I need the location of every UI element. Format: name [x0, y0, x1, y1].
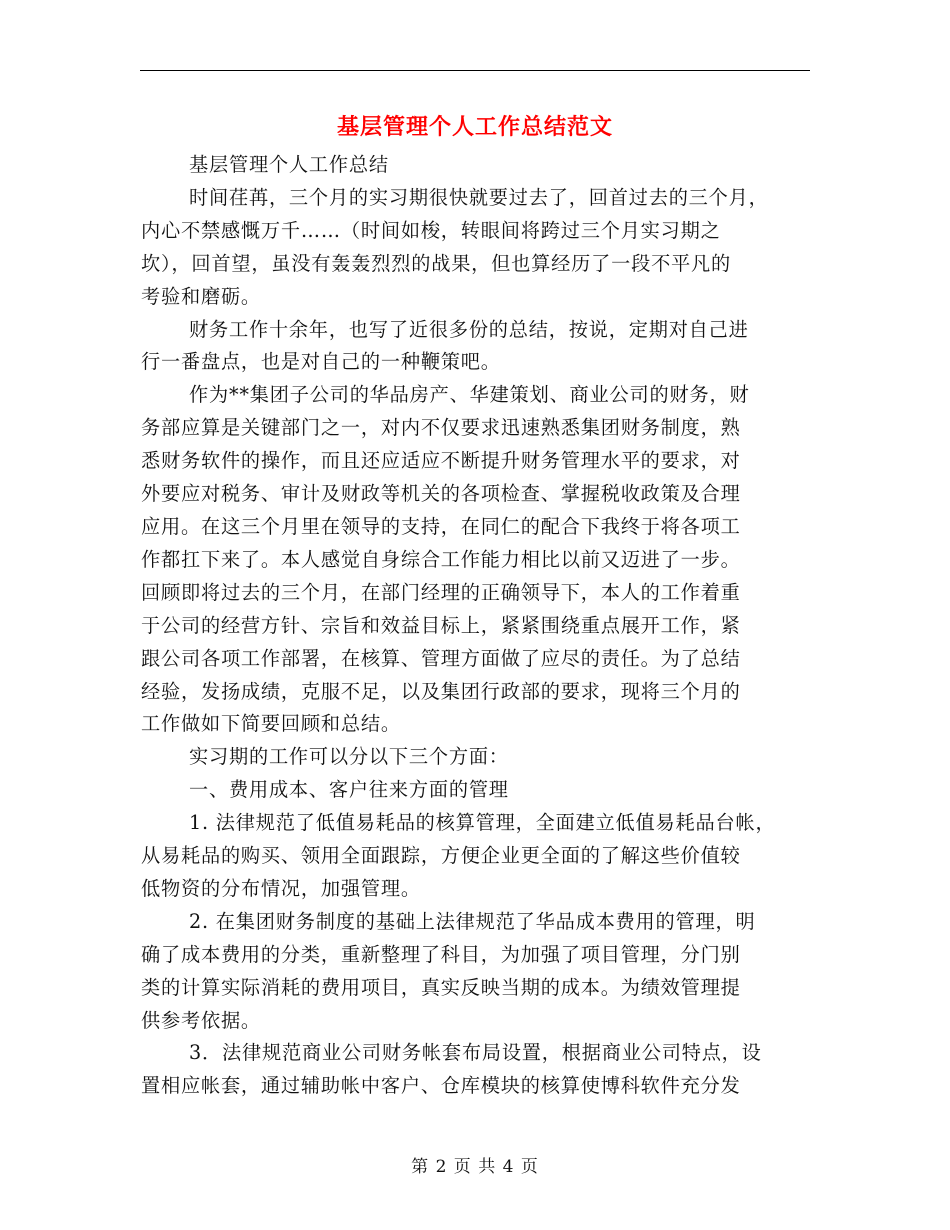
text-line: 务部应算是关键部门之一，对内不仅要求迅速熟悉集团财务制度，熟 [141, 416, 741, 440]
text-line: 确了成本费用的分类，重新整理了科目，为加强了项目管理，分门别 [141, 942, 741, 966]
text-line: 2. 在集团财务制度的基础上法律规范了华品成本费用的管理，明 [189, 909, 756, 933]
text-line: 置相应帐套，通过辅助帐中客户、仓库模块的核算使博科软件充分发 [141, 1074, 741, 1098]
text-line: 3．法律规范商业公司财务帐套布局设置，根据商业公司特点，设 [189, 1041, 762, 1065]
text-line: 实习期的工作可以分以下三个方面： [189, 745, 509, 769]
text-line: 坎），回首望，虽没有轰轰烈烈的战果，但也算经历了一段不平凡的 [141, 251, 732, 275]
document-title: 基层管理个人工作总结范文 [336, 114, 613, 140]
text-line: 考验和磨砺。 [141, 284, 261, 308]
text-line: 行一番盘点，也是对自己的一种鞭策吧。 [141, 350, 501, 374]
header-rule [140, 70, 810, 71]
text-line: 一、费用成本、客户往来方面的管理 [189, 778, 509, 802]
text-line: 经验，发扬成绩，克服不足，以及集团行政部的要求，现将三个月的 [141, 679, 741, 703]
text-line: 1. 法律规范了低值易耗品的核算管理，全面建立低值易耗品台帐， [189, 811, 776, 835]
document-body [141, 149, 821, 1103]
text-line: 工作做如下简要回顾和总结。 [141, 712, 401, 736]
text-line: 基层管理个人工作总结 [189, 153, 389, 176]
text-line: 于公司的经营方针、宗旨和效益目标上，紧紧围绕重点展开工作，紧 [141, 613, 741, 637]
text-line: 外要应对税务、审计及财政等机关的各项检查、掌握税收政策及合理 [141, 482, 741, 506]
text-line: 回顾即将过去的三个月，在部门经理的正确领导下，本人的工作着重 [141, 580, 741, 604]
text-line: 内心不禁感慨万千……（时间如梭，转眼间将跨过三个月实习期之 [141, 218, 721, 242]
text-line: 类的计算实际消耗的费用项目，真实反映当期的成本。为绩效管理提 [141, 975, 741, 999]
text-line: 悉财务软件的操作，而且还应适应不断提升财务管理水平的要求，对 [141, 449, 741, 473]
text-line: 应用。在这三个月里在领导的支持，在同仁的配合下我终于将各项工 [141, 514, 741, 538]
text-line: 供参考依据。 [141, 1008, 261, 1032]
text-line: 时间荏苒，三个月的实习期很快就要过去了，回首过去的三个月， [189, 185, 769, 209]
text-line: 低物资的分布情况，加强管理。 [141, 876, 421, 900]
text-line: 作都扛下来了。本人感觉自身综合工作能力相比以前又迈进了一步。 [141, 547, 741, 571]
page-footer: 第 2 页 共 4 页 [411, 1157, 539, 1177]
text-line: 从易耗品的购买、领用全面跟踪，方便企业更全面的了解这些价值较 [141, 844, 741, 868]
text-line: 财务工作十余年，也写了近很多份的总结，按说，定期对自己进 [189, 317, 749, 341]
text-line: 作为**集团子公司的华品房产、华建策划、商业公司的财务，财 [189, 383, 750, 407]
text-line: 跟公司各项工作部署，在核算、管理方面做了应尽的责任。为了总结 [141, 646, 741, 670]
